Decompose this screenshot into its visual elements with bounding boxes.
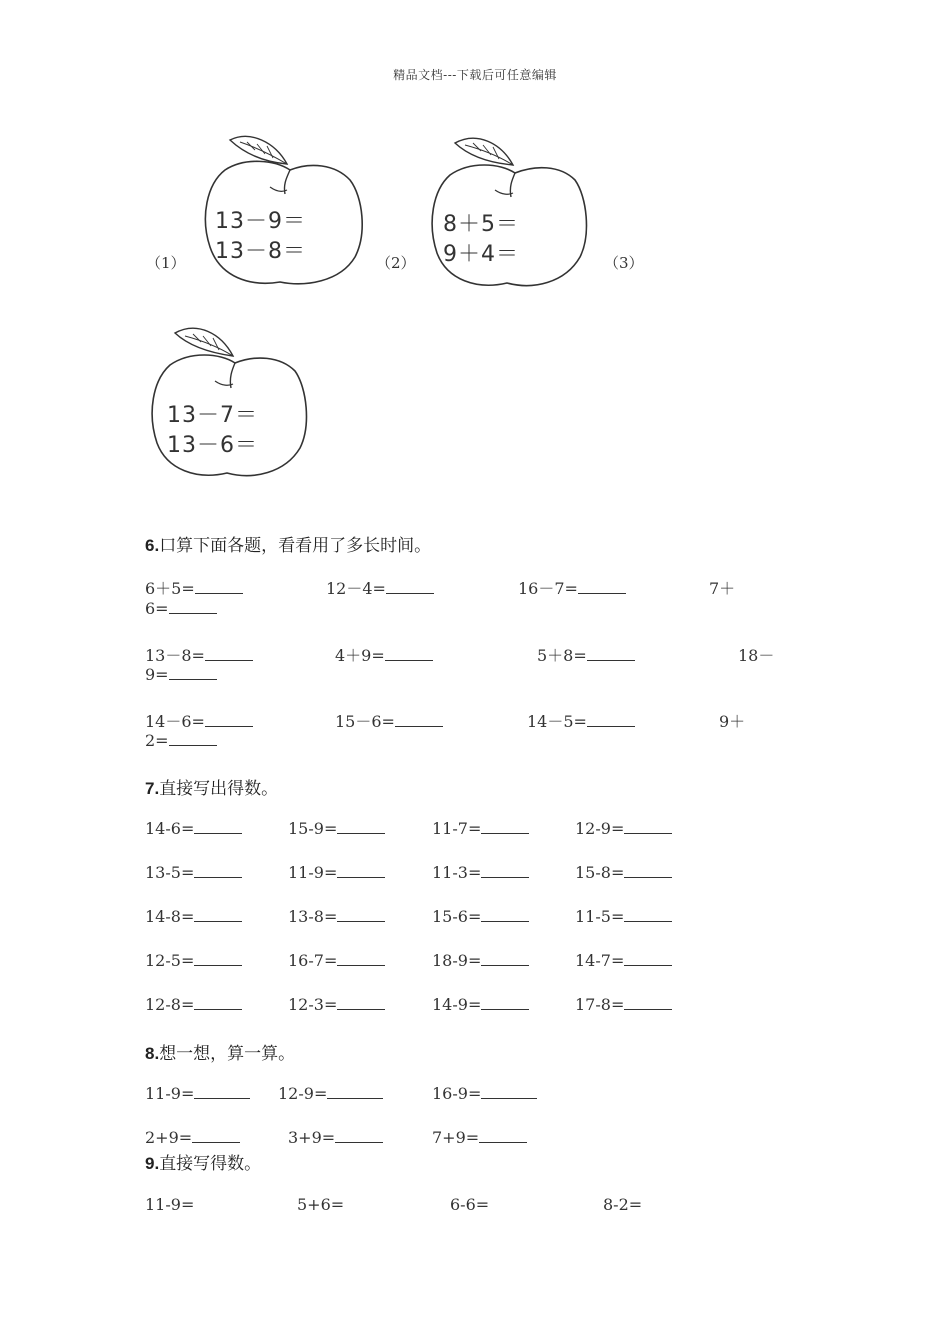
- question-9-text: 直接写得数。: [159, 1154, 262, 1174]
- apple-figure-2: [425, 125, 595, 293]
- q6-item[interactable]: 15－6=: [335, 709, 443, 732]
- question-7-text: 直接写出得数。: [159, 779, 279, 799]
- q9-item: 8-2=: [603, 1195, 643, 1214]
- question-9-title: [145, 1149, 261, 1174]
- q7-item[interactable]: 14-6=: [145, 819, 242, 838]
- q7-item[interactable]: 12-8=: [145, 995, 242, 1014]
- q6-item[interactable]: 9=: [145, 665, 217, 684]
- q8-item[interactable]: 3+9=: [288, 1128, 383, 1147]
- q7-item[interactable]: 11-3=: [432, 863, 529, 882]
- page-header: 精品文档---下载后可任意编辑: [393, 68, 557, 82]
- q6-item[interactable]: 4＋9=: [335, 643, 433, 666]
- apple-3-equation-2: 13－6＝: [167, 433, 258, 458]
- q9-item: 6-6=: [450, 1195, 490, 1214]
- question-7-title: [145, 774, 278, 799]
- q6-item[interactable]: 12－4=: [326, 576, 434, 599]
- q7-item[interactable]: 15-9=: [288, 819, 385, 838]
- q6-item[interactable]: 14－5=: [527, 709, 635, 732]
- q7-item[interactable]: 14-7=: [575, 951, 672, 970]
- apple-1-equation-2: 13－8＝: [215, 239, 306, 264]
- q6-item[interactable]: 14－6=: [145, 709, 253, 732]
- question-9-number: 9.: [145, 1154, 160, 1173]
- q6-item[interactable]: 2=: [145, 731, 217, 750]
- q7-item[interactable]: 14-9=: [432, 995, 529, 1014]
- question-8-title: [145, 1039, 295, 1064]
- apple-3-equation-1: 13－7＝: [167, 403, 258, 428]
- q8-item[interactable]: 16-9=: [432, 1084, 537, 1103]
- q6-item[interactable]: 6＋5=: [145, 576, 243, 599]
- q9-item: 11-9=: [145, 1195, 195, 1214]
- apple-figure-1: [195, 122, 370, 292]
- q8-item[interactable]: 12-9=: [278, 1084, 383, 1103]
- q7-item[interactable]: 11-9=: [288, 863, 385, 882]
- q7-item[interactable]: 13-5=: [145, 863, 242, 882]
- question-6-text: 口算下面各题，看看用了多长时间。: [159, 536, 432, 556]
- apple-1-equation-1: 13－9＝: [215, 209, 306, 234]
- q7-item[interactable]: 16-7=: [288, 951, 385, 970]
- apple-figure-3: [145, 318, 315, 488]
- q7-item[interactable]: 15-6=: [432, 907, 529, 926]
- q8-item[interactable]: 7+9=: [432, 1128, 527, 1147]
- q7-item[interactable]: 17-8=: [575, 995, 672, 1014]
- apple-3-label: （3）: [604, 254, 644, 272]
- q6-item[interactable]: 5＋8=: [537, 643, 635, 666]
- apple-2-label: （2）: [376, 254, 416, 272]
- q8-item[interactable]: 11-9=: [145, 1084, 250, 1103]
- q7-item[interactable]: 14-8=: [145, 907, 242, 926]
- q6-item[interactable]: 6=: [145, 599, 217, 618]
- question-8-number: 8.: [145, 1044, 160, 1063]
- question-6-number: 6.: [145, 536, 160, 555]
- apple-1-label: （1）: [146, 254, 186, 272]
- apple-2-equation-1: 8＋5＝: [443, 212, 519, 237]
- q6-item: 18－: [738, 646, 775, 665]
- q6-item[interactable]: 16－7=: [518, 576, 626, 599]
- q7-item[interactable]: 12-3=: [288, 995, 385, 1014]
- q7-item[interactable]: 11-5=: [575, 907, 672, 926]
- q7-item[interactable]: 12-9=: [575, 819, 672, 838]
- q7-item[interactable]: 11-7=: [432, 819, 529, 838]
- apple-2-equation-2: 9＋4＝: [443, 242, 519, 267]
- question-6-title: [145, 531, 431, 556]
- q6-item: 9＋: [719, 712, 746, 731]
- question-7-number: 7.: [145, 779, 160, 798]
- q8-item[interactable]: 2+9=: [145, 1128, 240, 1147]
- q7-item[interactable]: 15-8=: [575, 863, 672, 882]
- q7-item[interactable]: 18-9=: [432, 951, 529, 970]
- q9-item: 5+6=: [297, 1195, 345, 1214]
- q7-item[interactable]: 12-5=: [145, 951, 242, 970]
- q6-item: 7＋: [709, 579, 736, 598]
- question-8-text: 想一想，算一算。: [159, 1044, 296, 1064]
- q7-item[interactable]: 13-8=: [288, 907, 385, 926]
- q6-item[interactable]: 13－8=: [145, 643, 253, 666]
